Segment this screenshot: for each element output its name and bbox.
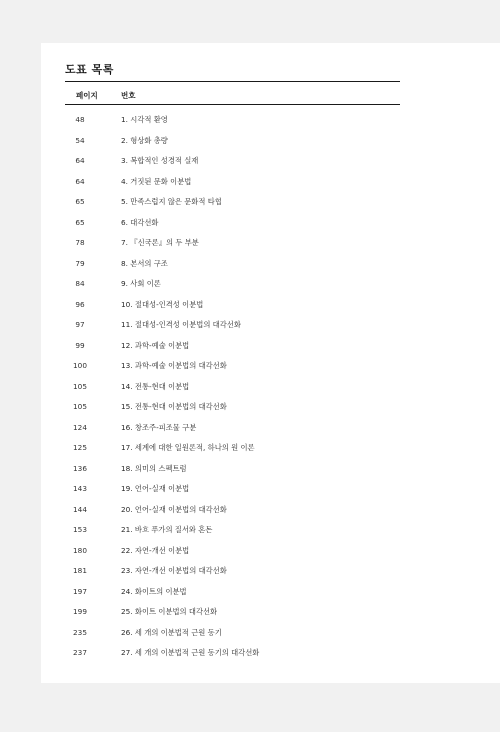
item-label: 7. 『신국론』의 두 부분 — [121, 238, 199, 247]
item-label: 20. 언어-실재 이분법의 대각선화 — [121, 504, 227, 514]
header-number: 번호 — [121, 91, 136, 100]
item-label: 5. 만족스럽지 않은 문화적 타협 — [121, 197, 222, 206]
figure-list — [65, 110, 400, 664]
list-item — [65, 356, 400, 377]
item-page: 99 — [75, 340, 85, 350]
item-label: 23. 자연-개선 이분법의 대각선화 — [121, 566, 227, 575]
item-label: 4. 거짓된 문화 이분법 — [121, 176, 192, 186]
item-page: 54 — [75, 135, 85, 145]
list-item — [65, 643, 400, 664]
item-page: 65 — [75, 217, 85, 227]
item-label: 1. 시각적 환영 — [121, 115, 168, 124]
top-rule — [65, 81, 400, 82]
item-label: 18. 의미의 스펙트럼 — [121, 463, 187, 473]
list-item — [65, 459, 400, 480]
list-item — [65, 315, 400, 336]
list-item — [65, 172, 400, 193]
list-item — [65, 520, 400, 541]
item-page: 124 — [73, 422, 87, 432]
item-page: 199 — [73, 607, 87, 616]
page-title: 도표 목록 — [65, 63, 114, 76]
header-rule — [65, 104, 400, 105]
item-page: 197 — [73, 586, 87, 596]
item-label: 14. 전통-현대 이분법 — [121, 381, 190, 391]
item-page: 79 — [75, 258, 85, 268]
item-label: 25. 화이트 이분법의 대각선화 — [121, 607, 218, 616]
item-label: 22. 자연-개선 이분법 — [121, 545, 190, 555]
item-page: 64 — [75, 156, 85, 165]
item-label: 13. 과학-예술 이분법의 대각선화 — [121, 361, 227, 370]
item-label: 12. 과학-예술 이분법 — [121, 340, 190, 350]
item-page: 235 — [73, 627, 87, 637]
item-label: 10. 절대성-인격성 이분법 — [121, 299, 204, 309]
item-label: 27. 세 개의 이분법적 근원 동기의 대각선화 — [121, 648, 260, 657]
list-item — [65, 479, 400, 500]
item-page: 84 — [75, 279, 85, 288]
item-label: 17. 세계에 대한 일원론적, 하나의 원 이론 — [121, 443, 255, 452]
list-item — [65, 131, 400, 152]
list-item — [65, 110, 400, 131]
item-label: 24. 화이트의 이분법 — [121, 586, 187, 596]
list-item — [65, 254, 400, 275]
list-item — [65, 274, 400, 295]
item-label: 16. 창조주-피조물 구분 — [121, 422, 197, 432]
item-label: 19. 언어-실재 이분법 — [121, 484, 190, 493]
list-item — [65, 561, 400, 582]
item-page: 97 — [75, 320, 85, 329]
list-item — [65, 377, 400, 398]
list-item — [65, 623, 400, 644]
list-item — [65, 233, 400, 254]
item-page: 105 — [73, 402, 87, 411]
item-page: 65 — [75, 197, 85, 206]
item-page: 100 — [73, 361, 87, 370]
item-label: 21. 바흐 푸가의 질서와 혼돈 — [121, 525, 213, 534]
header-page: 페이지 — [76, 91, 98, 100]
list-item — [65, 213, 400, 234]
item-label: 6. 대각선화 — [121, 217, 159, 227]
item-page: 136 — [73, 463, 87, 473]
item-page: 48 — [75, 115, 85, 124]
item-page: 105 — [73, 381, 87, 391]
item-page: 237 — [73, 648, 87, 657]
item-page: 125 — [73, 443, 87, 452]
list-item — [65, 192, 400, 213]
item-page: 181 — [73, 566, 87, 575]
list-item — [65, 438, 400, 459]
item-page: 96 — [75, 299, 85, 309]
list-item — [65, 151, 400, 172]
item-label: 2. 형상화 총량 — [121, 135, 168, 145]
item-page: 144 — [73, 504, 87, 514]
item-label: 8. 본서의 구조 — [121, 258, 168, 268]
list-item — [65, 295, 400, 316]
document-page — [41, 43, 500, 683]
item-label: 15. 전통-현대 이분법의 대각선화 — [121, 402, 227, 411]
item-page: 143 — [73, 484, 87, 493]
item-page: 153 — [73, 525, 87, 534]
list-item — [65, 336, 400, 357]
item-label: 11. 절대성-인격성 이분법의 대각선화 — [121, 320, 241, 329]
item-label: 3. 복합적인 성경적 실재 — [121, 156, 199, 165]
item-label: 26. 세 개의 이분법적 근원 동기 — [121, 627, 222, 637]
list-item — [65, 397, 400, 418]
item-page: 64 — [75, 176, 85, 186]
item-page: 180 — [73, 545, 87, 555]
list-item — [65, 602, 400, 623]
list-item — [65, 541, 400, 562]
list-item — [65, 500, 400, 521]
item-page: 78 — [75, 238, 85, 247]
item-label: 9. 사회 이론 — [121, 279, 161, 288]
list-item — [65, 418, 400, 439]
list-item — [65, 582, 400, 603]
